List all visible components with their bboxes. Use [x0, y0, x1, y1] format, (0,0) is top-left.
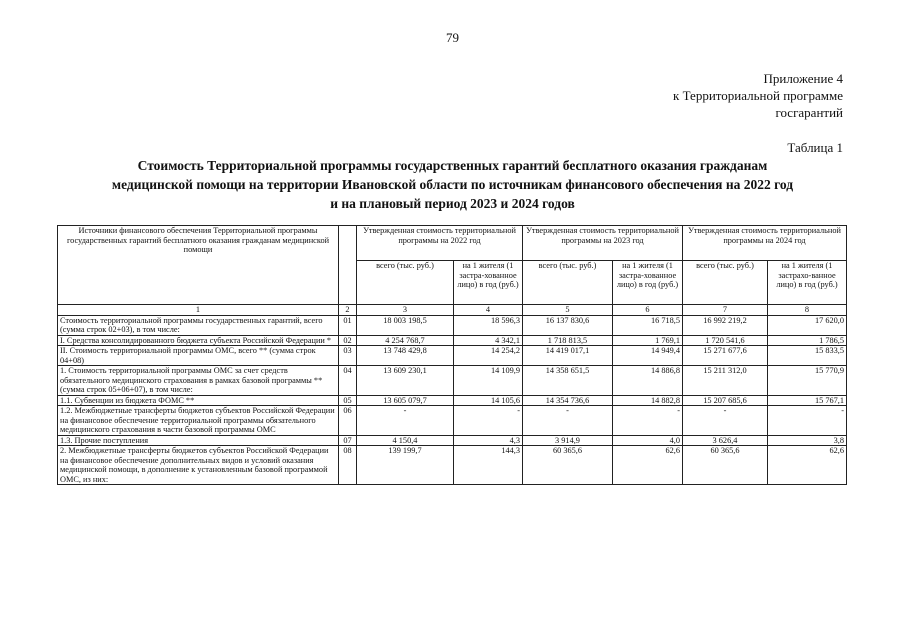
cell-per-capita-2024: -	[768, 406, 847, 436]
column-number: 3	[357, 305, 454, 316]
page-number: 79	[446, 30, 459, 45]
row-code: 07	[339, 435, 357, 446]
cell-per-capita-2022: -	[454, 406, 523, 436]
cell-per-capita-2024: 17 620,0	[768, 315, 847, 335]
title-line: Стоимость Территориальной программы государственных гарантий бесплатного оказания гражданам	[137, 158, 768, 173]
cell-total-2024: 1 720 541,6	[683, 335, 768, 346]
row-code: 08	[339, 446, 357, 485]
cell-per-capita-2023: 1 769,1	[613, 335, 683, 346]
cell-total-2024: 15 211 312,0	[683, 366, 768, 396]
cell-per-capita-2022: 14 105,6	[454, 395, 523, 406]
title-line: медицинской помощи на территории Ивановской области по источникам финансового обеспечения на 2022 год	[111, 177, 794, 192]
cell-total-2023: -	[523, 406, 613, 436]
cell-total-2024: 15 271 677,6	[683, 346, 768, 366]
cell-per-capita-2024: 15 770,9	[768, 366, 847, 396]
header-code	[339, 226, 357, 305]
title-line: и на плановый период 2023 и 2024 годов	[330, 196, 575, 211]
cell-total-2022: 13 605 079,7	[357, 395, 454, 406]
cell-per-capita-2023: 4,0	[613, 435, 683, 446]
cell-per-capita-2024: 15 767,1	[768, 395, 847, 406]
header-2024: Утвержденная стоимость территориальной программы на 2024 год	[683, 226, 847, 261]
appendix-line: к Территориальной программе	[673, 88, 843, 103]
table-label: Таблица 1	[787, 140, 843, 155]
cell-total-2022: -	[357, 406, 454, 436]
row-name: 1. Стоимость территориальной программы ОМС за счет средств обязательного медицинского страхования в рамках базовой программы ** (сумма строк 05+06+07), в том числе:	[58, 366, 339, 396]
row-name: II. Стоимость территориальной программы ОМС, всего ** (сумма строк 04+08)	[58, 346, 339, 366]
cell-total-2023: 16 137 830,6	[523, 315, 613, 335]
cost-table	[57, 225, 847, 485]
cell-total-2024: -	[683, 406, 768, 436]
row-code: 04	[339, 366, 357, 396]
header-total-2023: всего (тыс. руб.)	[523, 261, 613, 305]
row-code: 02	[339, 335, 357, 346]
cell-per-capita-2023: 14 949,4	[613, 346, 683, 366]
column-number: 6	[613, 305, 683, 316]
row-name: 1.2. Межбюджетные трансферты бюджетов субъектов Российской Федерации на финансовое обеспечение территориальной программы обязательного медицинского страхования в части базовой программы ОМС	[58, 406, 339, 436]
cell-per-capita-2023: 14 886,8	[613, 366, 683, 396]
cell-total-2022: 4 254 768,7	[357, 335, 454, 346]
cell-per-capita-2024: 3,8	[768, 435, 847, 446]
table-row	[58, 395, 847, 406]
table-body	[58, 315, 847, 485]
appendix-line: Приложение 4	[763, 71, 843, 86]
cell-per-capita-2022: 4 342,1	[454, 335, 523, 346]
cell-total-2024: 16 992 219,2	[683, 315, 768, 335]
table-row	[58, 335, 847, 346]
cell-total-2024: 3 626,4	[683, 435, 768, 446]
cell-per-capita-2022: 4,3	[454, 435, 523, 446]
cell-total-2022: 139 199,7	[357, 446, 454, 485]
header-total-2024: всего (тыс. руб.)	[683, 261, 768, 305]
table-row	[58, 406, 847, 436]
appendix-header	[673, 70, 843, 121]
cell-per-capita-2023: -	[613, 406, 683, 436]
header-per-capita-2022: на 1 жителя (1 застра-хованное лицо) в год (руб.)	[454, 261, 523, 305]
header-2022: Утвержденная стоимость территориальной программы на 2022 год	[357, 226, 523, 261]
cell-total-2022: 18 003 198,5	[357, 315, 454, 335]
column-numbers-row	[58, 305, 847, 316]
cell-per-capita-2024: 1 786,5	[768, 335, 847, 346]
cell-total-2024: 15 207 685,6	[683, 395, 768, 406]
row-code: 03	[339, 346, 357, 366]
cell-per-capita-2022: 144,3	[454, 446, 523, 485]
row-code: 05	[339, 395, 357, 406]
header-per-capita-2023: на 1 жителя (1 застра-хованное лицо) в год (руб.)	[613, 261, 683, 305]
cell-total-2023: 14 419 017,1	[523, 346, 613, 366]
table-row	[58, 366, 847, 396]
table-row	[58, 346, 847, 366]
cell-total-2022: 13 748 429,8	[357, 346, 454, 366]
column-number: 7	[683, 305, 768, 316]
table-row	[58, 435, 847, 446]
cell-per-capita-2024: 62,6	[768, 446, 847, 485]
cell-total-2023: 60 365,6	[523, 446, 613, 485]
header-sources: Источники финансового обеспечения Территориальной программы государственных гарантий бесплатного оказания гражданам медицинской помощи	[58, 226, 339, 305]
cell-total-2023: 3 914,9	[523, 435, 613, 446]
table-row	[58, 315, 847, 335]
row-name: Стоимость территориальной программы государственных гарантий, всего (сумма строк 02+03), в том числе:	[58, 315, 339, 335]
row-code: 01	[339, 315, 357, 335]
header-2023: Утвержденная стоимость территориальной программы на 2023 год	[523, 226, 683, 261]
cell-per-capita-2022: 18 596,3	[454, 315, 523, 335]
row-code: 06	[339, 406, 357, 436]
cell-per-capita-2023: 62,6	[613, 446, 683, 485]
column-number: 1	[58, 305, 339, 316]
column-number: 8	[768, 305, 847, 316]
table-row	[58, 446, 847, 485]
cell-total-2022: 13 609 230,1	[357, 366, 454, 396]
cell-total-2024: 60 365,6	[683, 446, 768, 485]
column-number: 4	[454, 305, 523, 316]
cell-per-capita-2024: 15 833,5	[768, 346, 847, 366]
document-title	[60, 156, 845, 213]
row-name: I. Средства консолидированного бюджета субъекта Российской Федерации *	[58, 335, 339, 346]
row-name: 2. Межбюджетные трансферты бюджетов субъектов Российской Федерации на финансовое обеспечение дополнительных видов и условий оказания медицинской помощи, в дополнение к установленным базовой программой ОМС, из них:	[58, 446, 339, 485]
header-total-2022: всего (тыс. руб.)	[357, 261, 454, 305]
cell-total-2023: 14 354 736,6	[523, 395, 613, 406]
cell-total-2023: 1 718 813,5	[523, 335, 613, 346]
row-name: 1.1. Субвенции из бюджета ФОМС **	[58, 395, 339, 406]
cell-per-capita-2023: 16 718,5	[613, 315, 683, 335]
cell-per-capita-2022: 14 254,2	[454, 346, 523, 366]
column-number: 2	[339, 305, 357, 316]
header-per-capita-2024: на 1 жителя (1 застрахо-ванное лицо) в год (руб.)	[768, 261, 847, 305]
cell-total-2022: 4 150,4	[357, 435, 454, 446]
cell-per-capita-2023: 14 882,8	[613, 395, 683, 406]
cell-per-capita-2022: 14 109,9	[454, 366, 523, 396]
appendix-line: госгарантий	[775, 105, 843, 120]
row-name: 1.3. Прочие поступления	[58, 435, 339, 446]
column-number: 5	[523, 305, 613, 316]
cell-total-2023: 14 358 651,5	[523, 366, 613, 396]
